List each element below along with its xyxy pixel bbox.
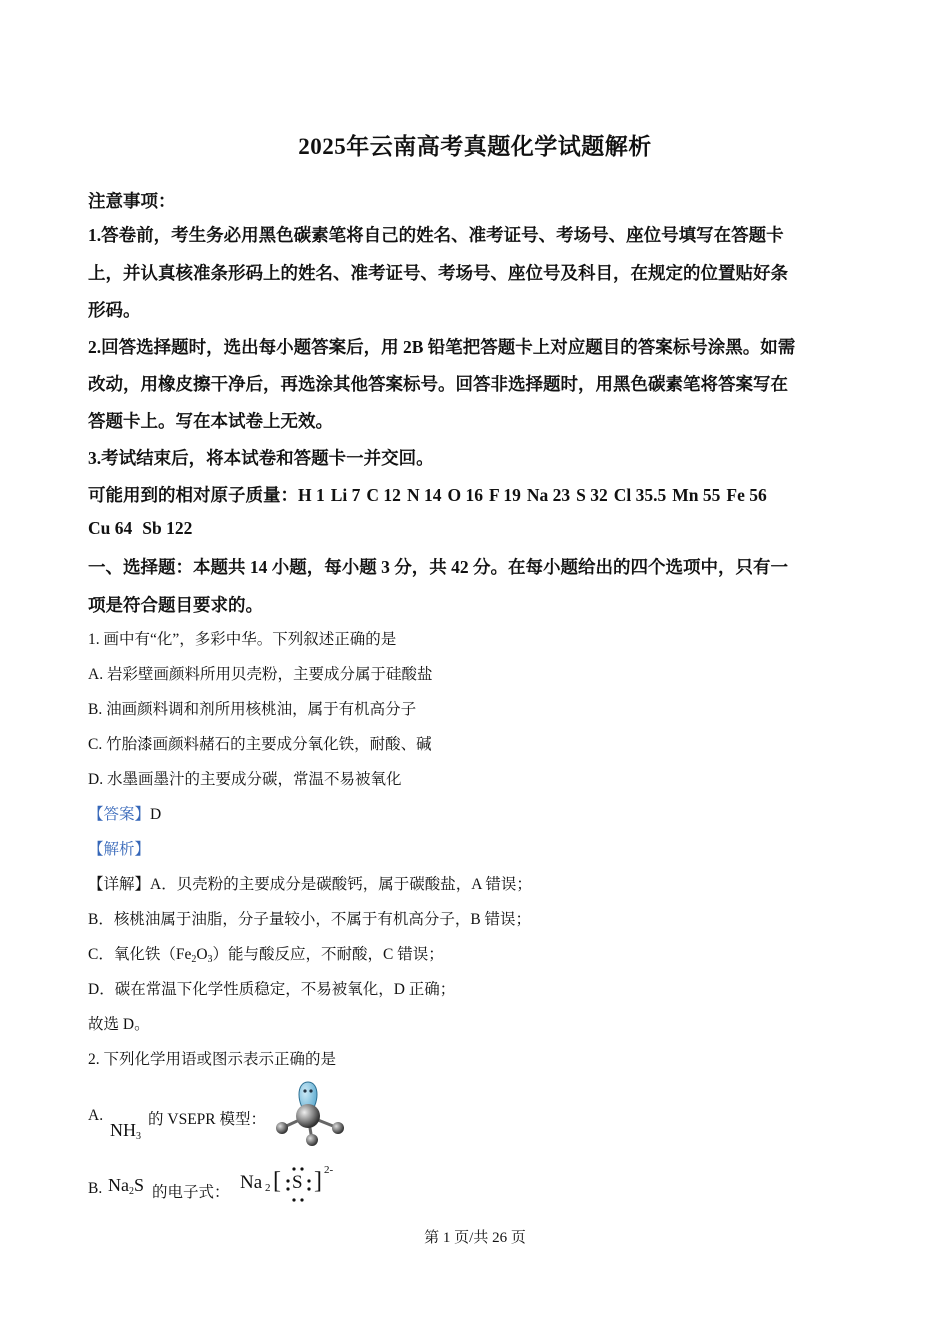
lone-pair-dot — [303, 1089, 306, 1092]
page-title: 2025年云南高考真题化学试题解析 — [298, 134, 652, 159]
mass-item: Cu 64 — [88, 518, 133, 538]
right-bracket: ] — [314, 1168, 322, 1194]
page-footer: 第 1 页/共 26 页 — [424, 1230, 526, 1246]
mass-item: S 32 — [576, 485, 608, 505]
section-line-1: 一、选择题：本题共 14 小题，每小题 3 分，共 42 分。在每小题给出的四个选项中，只有一 — [88, 557, 788, 577]
q1-analysis-tag: 【解析】 — [88, 841, 151, 858]
formula-text: Na — [108, 1175, 129, 1195]
mass-item: Li 7 — [330, 485, 361, 505]
subscript: 2 — [265, 1182, 271, 1194]
q2-option-b-formula — [108, 1175, 144, 1197]
nitrogen-atom — [296, 1104, 320, 1128]
electron-dot — [307, 1179, 310, 1182]
left-bracket: [ — [273, 1168, 281, 1194]
hydrogen-atom — [332, 1122, 344, 1134]
notice-line-4: 2.回答选择题时，选出每小题答案后，用 2B 铅笔把答题卡上对应题目的答案标号涂黑。如需 — [88, 337, 796, 357]
q1-detail-c — [88, 942, 444, 965]
detail-a-text: A．贝壳粉的主要成分是碳酸钙，属于碳酸盐，A 错误； — [150, 876, 532, 893]
mass-item: F 19 — [488, 485, 521, 505]
notice-line-7: 3.考试结束后，将本试卷和答题卡一并交回。 — [88, 448, 434, 468]
q1-detail-a — [88, 872, 532, 894]
mass-item: Na 23 — [526, 485, 571, 505]
q2-option-a-formula — [110, 1120, 141, 1142]
charge-superscript: 2- — [324, 1164, 334, 1176]
nh3-vsepr-model-image — [268, 1076, 352, 1148]
mass-item: N 14 — [406, 485, 442, 505]
q1-conclusion: 故选 D。 — [88, 1016, 150, 1033]
q1-detail-b: B．核桃油属于油脂，分子量较小，不属于有机高分子，B 错误； — [88, 911, 532, 928]
mass-item: Mn 55 — [672, 485, 721, 505]
electron-dot — [286, 1187, 289, 1190]
na2s-electron-formula — [238, 1166, 348, 1206]
sodium-symbol: Na — [240, 1172, 263, 1193]
mass-item: Fe 56 — [726, 485, 767, 505]
q1-option-d: D. 水墨画墨汁的主要成分碳，常温不易被氧化 — [88, 771, 402, 788]
answer-value: D — [150, 806, 162, 823]
mass-item: C 12 — [366, 485, 401, 505]
q1-option-c: C. 竹胎漆画颜料赭石的主要成分氧化铁，耐酸、碱 — [88, 736, 432, 753]
subscript: 2 — [129, 1186, 134, 1197]
subscript: 3 — [136, 1131, 141, 1142]
formula-text: S — [134, 1175, 145, 1195]
q1-option-a: A. 岩彩壁画颜料所用贝壳粉，主要成分属于硅酸盐 — [88, 666, 433, 683]
mass-item: Sb 122 — [142, 518, 193, 538]
atomic-mass-row-2 — [88, 518, 198, 539]
electron-dot — [292, 1167, 295, 1170]
formula-text: NH — [110, 1120, 136, 1140]
section-line-2: 项是符合题目要求的。 — [88, 595, 263, 615]
subscript: 3 — [207, 954, 213, 965]
electron-dot — [286, 1179, 289, 1182]
q2-option-b-label: B. — [88, 1180, 103, 1197]
notice-line-1: 1.答卷前，考生务必用黑色碳素笔将自己的姓名、准考证号、考场号、座位号填写在答题卡 — [88, 225, 784, 245]
q2-option-b-text: 的电子式： — [152, 1184, 230, 1201]
q1-option-b: B. 油画颜料调和剂所用核桃油，属于有机高分子 — [88, 701, 417, 718]
detail-c-text: ）能与酸反应，不耐酸，C 错误； — [212, 946, 444, 963]
hydrogen-atom — [306, 1134, 318, 1146]
hydrogen-atom — [276, 1122, 288, 1134]
electron-dot — [292, 1198, 295, 1201]
answer-tag: 【答案】 — [88, 806, 151, 823]
notice-line-3: 形码。 — [88, 300, 141, 320]
q2-option-a-text: 的 VSEPR 模型： — [148, 1111, 266, 1128]
notice-line-5: 改动，用橡皮擦干净后，再选涂其他答案标号。回答非选择题时，用黑色碳素笔将答案写在 — [88, 374, 788, 394]
lone-pair-dot — [309, 1089, 312, 1092]
mass-item: H 1 — [298, 485, 325, 505]
electron-dot — [307, 1187, 310, 1190]
electron-dot — [300, 1167, 303, 1170]
detail-c-text: O — [196, 946, 208, 963]
detail-c-text: C．氧化铁（Fe — [88, 946, 192, 963]
detail-tag: 【详解】 — [88, 876, 151, 893]
q1-answer — [88, 802, 161, 824]
notice-heading: 注意事项： — [88, 191, 176, 211]
q2-option-a-label: A. — [88, 1107, 104, 1124]
mass-item: Cl 35.5 — [613, 485, 667, 505]
electron-dots — [278, 1166, 318, 1206]
q1-stem: 1. 画中有“化”，多彩中华。下列叙述正确的是 — [88, 631, 397, 648]
q2-stem: 2. 下列化学用语或图示表示正确的是 — [88, 1051, 337, 1068]
atomic-mass-row-1 — [88, 482, 767, 507]
notice-line-6: 答题卡上。写在本试卷上无效。 — [88, 411, 333, 431]
atomic-mass-label: 可能用到的相对原子质量： — [88, 485, 298, 505]
electron-dot — [300, 1198, 303, 1201]
subscript: 2 — [191, 954, 197, 965]
sulfur-symbol: S — [292, 1172, 303, 1193]
q1-detail-d: D．碳在常温下化学性质稳定，不易被氧化，D 正确； — [88, 981, 456, 998]
mass-item: O 16 — [447, 485, 483, 505]
notice-line-2: 上，并认真核准条形码上的姓名、准考证号、考场号、座位号及科目，在规定的位置贴好条 — [88, 263, 788, 283]
